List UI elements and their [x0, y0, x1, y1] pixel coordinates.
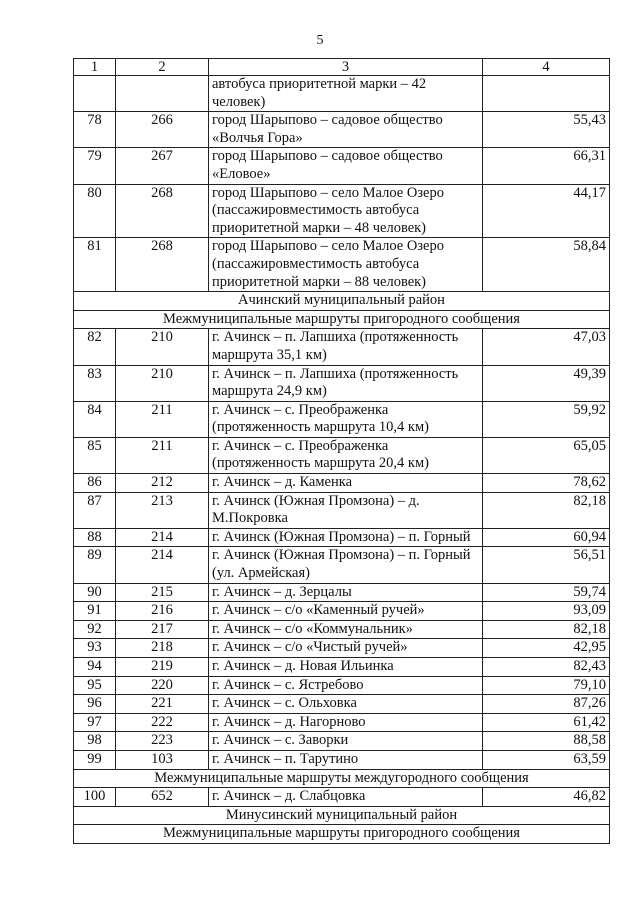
table-row — [74, 492, 610, 528]
row-number: 82 — [74, 329, 116, 365]
row-number: 97 — [74, 713, 116, 732]
route-number: 211 — [116, 401, 209, 437]
tariff-value: 47,03 — [483, 329, 610, 365]
route-number: 219 — [116, 658, 209, 677]
route-number: 217 — [116, 620, 209, 639]
route-name: г. Ачинск – с. Преображенка (протяженность маршрута 10,4 км) — [209, 401, 483, 437]
route-number: 214 — [116, 547, 209, 583]
table-row — [74, 184, 610, 238]
tariff-value: 46,82 — [483, 788, 610, 807]
route-name: г. Ачинск – п. Тарутино — [209, 750, 483, 769]
route-number: 222 — [116, 713, 209, 732]
route-number: 652 — [116, 788, 209, 807]
page-number: 5 — [316, 33, 324, 48]
tariff-value: 82,18 — [483, 620, 610, 639]
row-number: 91 — [74, 602, 116, 621]
tariff-value: 49,39 — [483, 365, 610, 401]
tariff-value: 93,09 — [483, 602, 610, 621]
route-number: 218 — [116, 639, 209, 658]
header-col-2: 2 — [116, 59, 209, 76]
tariff-value: 87,26 — [483, 695, 610, 714]
row-number: 88 — [74, 528, 116, 547]
table-row — [74, 620, 610, 639]
route-number: 210 — [116, 329, 209, 365]
tariff-value: 88,58 — [483, 732, 610, 751]
header-row — [74, 59, 610, 76]
route-number: 220 — [116, 676, 209, 695]
tariff-value — [483, 76, 610, 112]
route-name: г. Ачинск – д. Слабцовка — [209, 788, 483, 807]
route-name: г. Ачинск – д. Новая Ильинка — [209, 658, 483, 677]
route-number: 268 — [116, 238, 209, 292]
routes-table-body — [74, 76, 610, 844]
tariff-value: 66,31 — [483, 148, 610, 184]
row-number: 85 — [74, 437, 116, 473]
tariff-value: 63,59 — [483, 750, 610, 769]
route-number — [116, 76, 209, 112]
routes-table — [73, 58, 610, 844]
row-number: 87 — [74, 492, 116, 528]
table-row — [74, 713, 610, 732]
row-number: 89 — [74, 547, 116, 583]
route-number: 213 — [116, 492, 209, 528]
header-col-3: 3 — [209, 59, 483, 76]
table-row — [74, 365, 610, 401]
route-name: г. Ачинск – с. Ольховка — [209, 695, 483, 714]
tariff-value: 42,95 — [483, 639, 610, 658]
table-row — [74, 750, 610, 769]
route-number: 266 — [116, 112, 209, 148]
row-number: 93 — [74, 639, 116, 658]
row-number: 78 — [74, 112, 116, 148]
row-number: 80 — [74, 184, 116, 238]
tariff-value: 58,84 — [483, 238, 610, 292]
route-name: г. Ачинск – п. Лапшиха (протяженность маршрута 24,9 км) — [209, 365, 483, 401]
row-number: 79 — [74, 148, 116, 184]
route-number: 211 — [116, 437, 209, 473]
section-heading-row — [74, 769, 610, 788]
route-name: г. Ачинск – с/о «Каменный ручей» — [209, 602, 483, 621]
table-row — [74, 528, 610, 547]
header-col-4: 4 — [483, 59, 610, 76]
tariff-value: 59,92 — [483, 401, 610, 437]
table-row — [74, 148, 610, 184]
tariff-value: 79,10 — [483, 676, 610, 695]
table-row — [74, 583, 610, 602]
route-number: 268 — [116, 184, 209, 238]
section-heading-row — [74, 292, 610, 311]
route-name: г. Ачинск – с/о «Чистый ручей» — [209, 639, 483, 658]
route-name: г. Ачинск – с/о «Коммунальник» — [209, 620, 483, 639]
route-name: г. Ачинск – д. Нагорново — [209, 713, 483, 732]
route-number: 223 — [116, 732, 209, 751]
row-number: 98 — [74, 732, 116, 751]
tariff-value: 82,43 — [483, 658, 610, 677]
table-row — [74, 639, 610, 658]
table-row — [74, 676, 610, 695]
route-name: автобуса приоритетной марки – 42 человек) — [209, 76, 483, 112]
table-row — [74, 732, 610, 751]
route-name: город Шарыпово – село Малое Озеро (пассажировместимость автобуса приоритетной марки – 88 человек) — [209, 238, 483, 292]
tariff-value: 78,62 — [483, 474, 610, 493]
route-number: 221 — [116, 695, 209, 714]
tariff-value: 55,43 — [483, 112, 610, 148]
route-name: г. Ачинск – д. Каменка — [209, 474, 483, 493]
route-number: 212 — [116, 474, 209, 493]
row-number: 83 — [74, 365, 116, 401]
route-number: 210 — [116, 365, 209, 401]
route-name: г. Ачинск – д. Зерцалы — [209, 583, 483, 602]
row-number: 81 — [74, 238, 116, 292]
row-number: 84 — [74, 401, 116, 437]
section-heading: Межмуниципальные маршруты пригородного сообщения — [74, 825, 610, 844]
section-heading-row — [74, 806, 610, 825]
route-number: 267 — [116, 148, 209, 184]
route-name: город Шарыпово – садовое общество «Волчья Гора» — [209, 112, 483, 148]
tariff-value: 59,74 — [483, 583, 610, 602]
table-row — [74, 238, 610, 292]
tariff-value: 56,51 — [483, 547, 610, 583]
table-row — [74, 401, 610, 437]
section-heading-row — [74, 825, 610, 844]
row-number: 100 — [74, 788, 116, 807]
tariff-value: 82,18 — [483, 492, 610, 528]
table-row — [74, 547, 610, 583]
row-number: 99 — [74, 750, 116, 769]
tariff-value: 65,05 — [483, 437, 610, 473]
table-row — [74, 695, 610, 714]
table-row — [74, 658, 610, 677]
row-number: 92 — [74, 620, 116, 639]
tariff-value: 44,17 — [483, 184, 610, 238]
route-name: г. Ачинск – п. Лапшиха (протяженность маршрута 35,1 км) — [209, 329, 483, 365]
table-row — [74, 112, 610, 148]
table-row — [74, 437, 610, 473]
table-row — [74, 788, 610, 807]
section-heading: Межмуниципальные маршруты междугородного сообщения — [74, 769, 610, 788]
route-number: 215 — [116, 583, 209, 602]
route-name: город Шарыпово – село Малое Озеро (пассажировместимость автобуса приоритетной марки – 48 человек) — [209, 184, 483, 238]
section-heading: Межмуниципальные маршруты пригородного сообщения — [74, 310, 610, 329]
row-number: 90 — [74, 583, 116, 602]
route-name: город Шарыпово – садовое общество «Еловое» — [209, 148, 483, 184]
table-row — [74, 602, 610, 621]
route-name: г. Ачинск – с. Преображенка (протяженность маршрута 20,4 км) — [209, 437, 483, 473]
row-number: 96 — [74, 695, 116, 714]
row-number: 86 — [74, 474, 116, 493]
header-col-1: 1 — [74, 59, 116, 76]
route-name: г. Ачинск (Южная Промзона) – п. Горный — [209, 528, 483, 547]
table-row — [74, 76, 610, 112]
table-row — [74, 474, 610, 493]
table-row — [74, 329, 610, 365]
tariff-value: 61,42 — [483, 713, 610, 732]
section-heading: Минусинский муниципальный район — [74, 806, 610, 825]
route-number: 103 — [116, 750, 209, 769]
row-number — [74, 76, 116, 112]
section-heading-row — [74, 310, 610, 329]
row-number: 95 — [74, 676, 116, 695]
tariff-value: 60,94 — [483, 528, 610, 547]
route-number: 214 — [116, 528, 209, 547]
route-name: г. Ачинск (Южная Промзона) – д. М.Покровка — [209, 492, 483, 528]
row-number: 94 — [74, 658, 116, 677]
section-heading: Ачинский муниципальный район — [74, 292, 610, 311]
route-name: г. Ачинск – с. Ястребово — [209, 676, 483, 695]
route-name: г. Ачинск (Южная Промзона) – п. Горный (ул. Армейская) — [209, 547, 483, 583]
route-name: г. Ачинск – с. Заворки — [209, 732, 483, 751]
route-number: 216 — [116, 602, 209, 621]
